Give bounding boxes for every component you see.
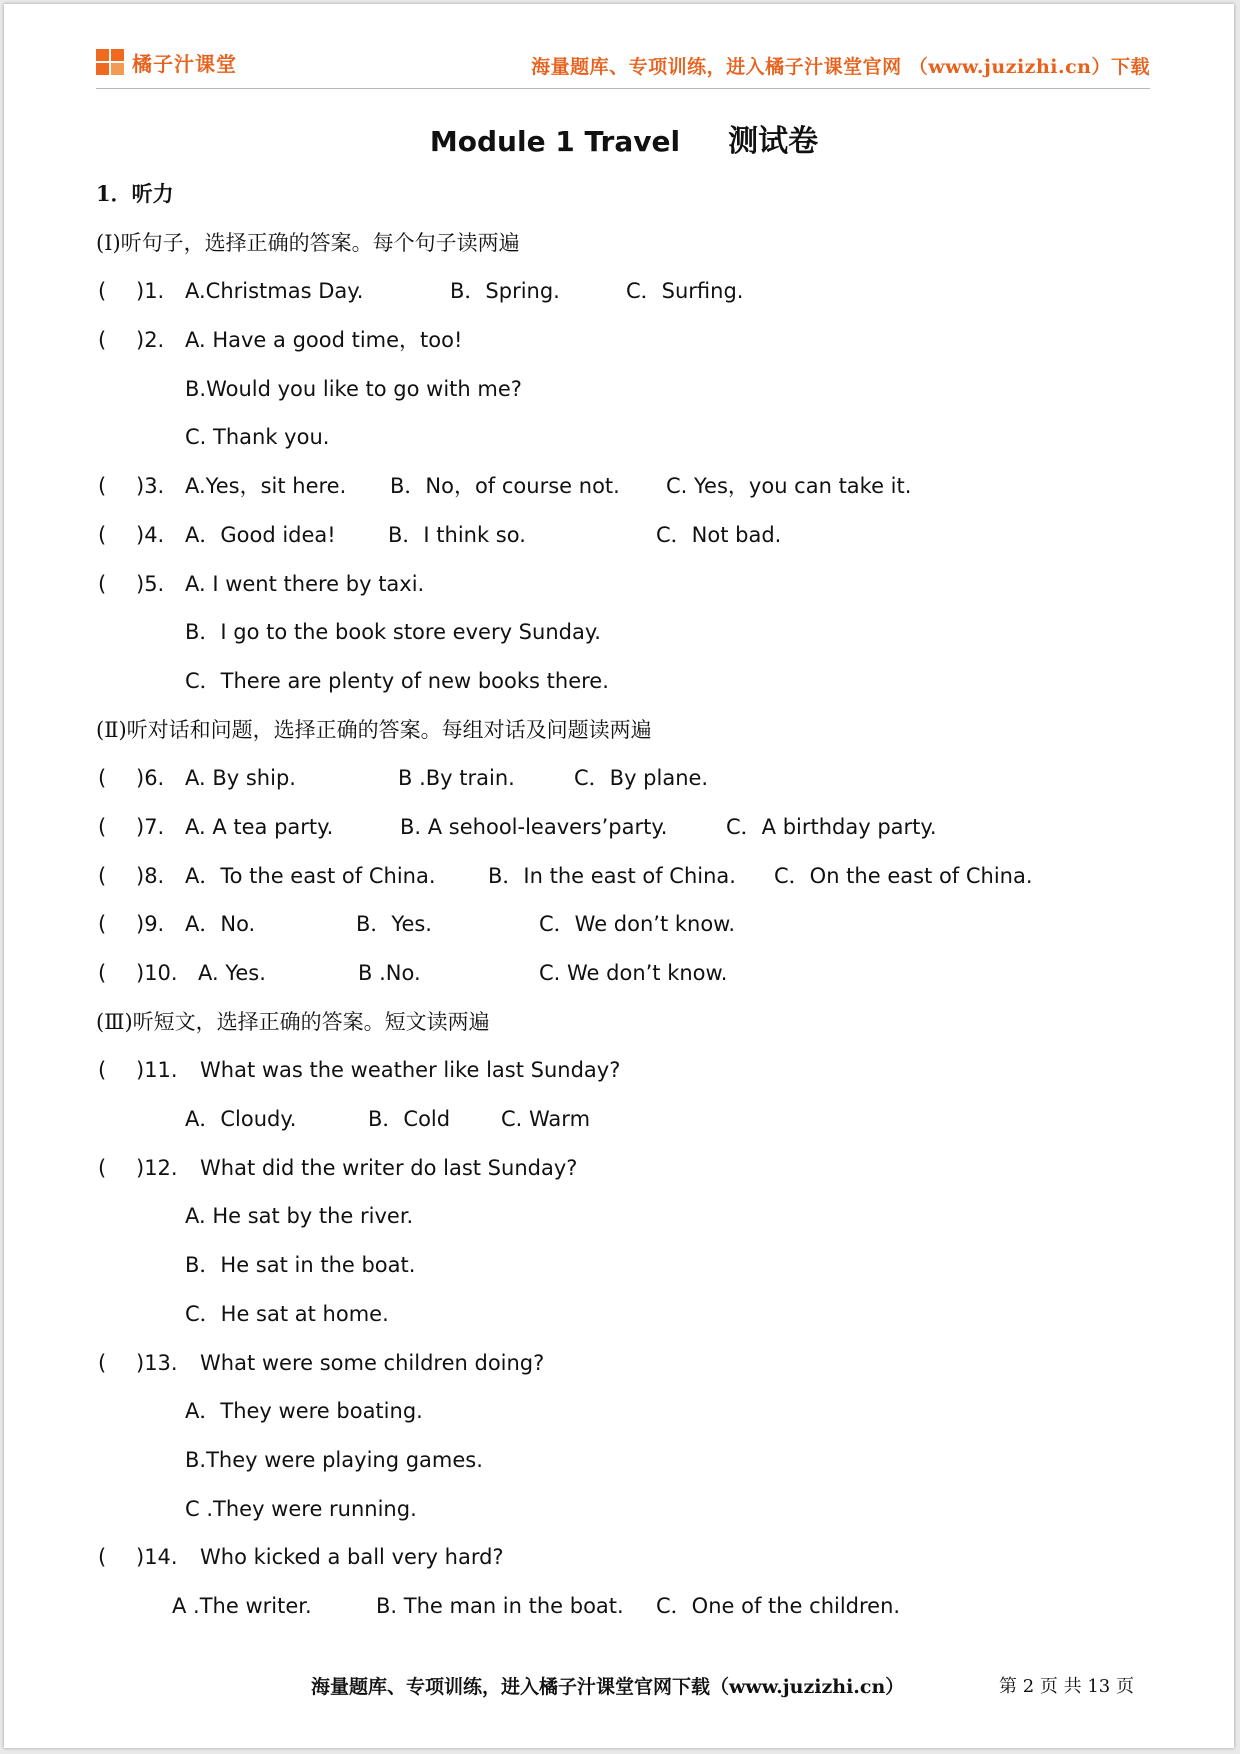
question-number: )8. [136, 863, 165, 888]
question-10 [96, 953, 1156, 1002]
option-c: C．Not bad. [656, 522, 782, 547]
question-2 [96, 320, 1156, 369]
section-heading: 1．听力 [96, 181, 174, 206]
answer-paren: ( [98, 1058, 107, 1083]
question-12-option-b-line [96, 1245, 1156, 1294]
question-number: )14. [136, 1545, 178, 1570]
question-14-options [96, 1586, 1156, 1635]
answer-paren: ( [98, 863, 107, 888]
question-1 [96, 271, 1156, 320]
part1-instruction: (Ⅰ)听句子，选择正确的答案。每个句子读两遍 [96, 230, 520, 255]
question-5-option-c-line [96, 661, 1156, 710]
option-b: B．Cold [368, 1107, 451, 1132]
option-a: A．Good idea! [185, 522, 336, 547]
question-2-option-c-line [96, 417, 1156, 466]
question-text: What were some children doing? [200, 1350, 545, 1375]
question-text: Who kicked a ball very hard? [200, 1545, 504, 1570]
page-number: 第 2 页 共 13 页 [999, 1676, 1134, 1697]
header-divider [96, 88, 1150, 89]
question-3 [96, 466, 1156, 515]
option-a: A. I went there by taxi. [185, 571, 425, 596]
exam-content [96, 174, 1156, 1635]
option-c: C．On the east of China. [774, 863, 1033, 888]
option-b: B．He sat in the boat. [185, 1253, 416, 1278]
option-b: B. A sehool-leavers’party. [400, 814, 668, 839]
site-logo [96, 48, 237, 77]
answer-paren: ( [98, 961, 107, 985]
question-number: )5. [136, 571, 165, 596]
answer-paren: ( [98, 474, 107, 499]
option-a: A. He sat by the river. [185, 1204, 414, 1229]
option-b: B .No. [358, 961, 421, 985]
answer-paren: ( [98, 279, 107, 304]
header-download-link[interactable]: 海量题库、专项训练，进入橘子汁课堂官网 （www.juzizhi.cn）下载 [531, 56, 1150, 78]
question-13-option-a-line [96, 1391, 1156, 1440]
option-b: B．In the east of China. [488, 863, 736, 888]
answer-paren: ( [98, 1545, 107, 1570]
question-11-options [96, 1099, 1156, 1148]
question-text: What was the weather like last Sunday? [200, 1058, 621, 1083]
option-c: C. We don’t know. [539, 961, 728, 985]
document-page [4, 4, 1234, 1748]
option-a: A．To the east of China. [185, 863, 436, 888]
option-b: B．I think so. [388, 522, 526, 547]
title-english: Module 1 Travel [429, 125, 681, 158]
logo-icon [96, 49, 126, 77]
answer-paren: ( [98, 912, 107, 937]
question-number: )2. [136, 328, 165, 353]
option-a: A．No. [185, 912, 256, 937]
option-c: C. Thank you. [185, 425, 330, 450]
option-a: A .The writer. [172, 1593, 312, 1618]
option-c: C．One of the children. [656, 1593, 901, 1618]
question-number: )1. [136, 279, 165, 304]
question-5-option-b-line [96, 612, 1156, 661]
question-number: )9. [136, 912, 165, 937]
answer-paren: ( [98, 522, 107, 547]
question-number: )13. [136, 1350, 178, 1375]
option-c: C．Surfing. [626, 279, 744, 304]
question-number: )6. [136, 766, 165, 791]
part2-instruction: (Ⅱ)听对话和问题，选择正确的答案。每组对话及问题读两遍 [96, 717, 652, 742]
logo-text: 橘子汁课堂 [132, 52, 237, 76]
question-12-option-a-line [96, 1196, 1156, 1245]
option-a: A. Yes. [198, 961, 266, 985]
option-c: C．We don’t know. [539, 912, 736, 937]
answer-paren: ( [98, 766, 107, 791]
question-8 [96, 856, 1156, 905]
answer-paren: ( [98, 1155, 107, 1180]
option-b: B．I go to the book store every Sunday. [185, 620, 601, 645]
option-a: A．They were boating. [185, 1399, 423, 1424]
option-c: C. Warm [501, 1107, 591, 1132]
option-b: B.Would you like to go with me? [185, 376, 522, 401]
question-2-option-b-line [96, 369, 1156, 418]
question-12 [96, 1148, 1156, 1197]
question-text: What did the writer do last Sunday? [200, 1155, 578, 1180]
question-number: )7. [136, 814, 165, 839]
page-header [96, 48, 1150, 92]
question-number: )3. [136, 474, 165, 499]
question-6 [96, 758, 1156, 807]
question-13 [96, 1343, 1156, 1392]
option-b: B．No，of course not. [390, 474, 620, 499]
option-a: A. By ship. [185, 766, 296, 791]
option-c: C. Yes，you can take it. [666, 474, 912, 499]
option-a: A．Cloudy. [185, 1107, 297, 1132]
question-12-option-c-line [96, 1294, 1156, 1343]
question-7 [96, 807, 1156, 856]
answer-paren: ( [98, 814, 107, 839]
part3-instruction: (Ⅲ)听短文，选择正确的答案。短文读两遍 [96, 1009, 490, 1034]
title-chinese: 测试卷 [728, 124, 819, 159]
option-c: C．He sat at home. [185, 1301, 389, 1326]
question-13-option-c-line [96, 1489, 1156, 1538]
option-a: A. A tea party. [185, 814, 334, 839]
question-13-option-b-line [96, 1440, 1156, 1489]
footer-download-link[interactable]: 海量题库、专项训练，进入橘子汁课堂官网下载（www.juzizhi.cn） [311, 1676, 905, 1698]
option-b: B. The man in the boat. [376, 1593, 624, 1618]
option-a: A. Have a good time，too! [185, 328, 463, 353]
option-b: B．Spring. [450, 279, 560, 304]
question-14 [96, 1537, 1156, 1586]
answer-paren: ( [98, 571, 107, 596]
option-c: C．There are plenty of new books there. [185, 668, 609, 693]
question-number: )10. [136, 961, 178, 985]
option-b: B．Yes. [356, 912, 432, 937]
option-b: B .By train. [398, 766, 515, 791]
question-5 [96, 564, 1156, 613]
option-c: C .They were running. [185, 1496, 417, 1521]
question-9 [96, 904, 1156, 953]
option-a: A.Christmas Day. [185, 279, 364, 304]
option-c: C．A birthday party. [726, 814, 937, 839]
question-number: )12. [136, 1155, 178, 1180]
question-11 [96, 1050, 1156, 1099]
answer-paren: ( [98, 1350, 107, 1375]
question-4 [96, 515, 1156, 564]
question-number: )11. [136, 1058, 178, 1083]
question-number: )4. [136, 522, 165, 547]
option-a: A.Yes，sit here. [185, 474, 347, 499]
page-title [4, 116, 1240, 160]
answer-paren: ( [98, 328, 107, 353]
option-b: B.They were playing games. [185, 1447, 483, 1472]
option-c: C．By plane. [574, 766, 709, 791]
